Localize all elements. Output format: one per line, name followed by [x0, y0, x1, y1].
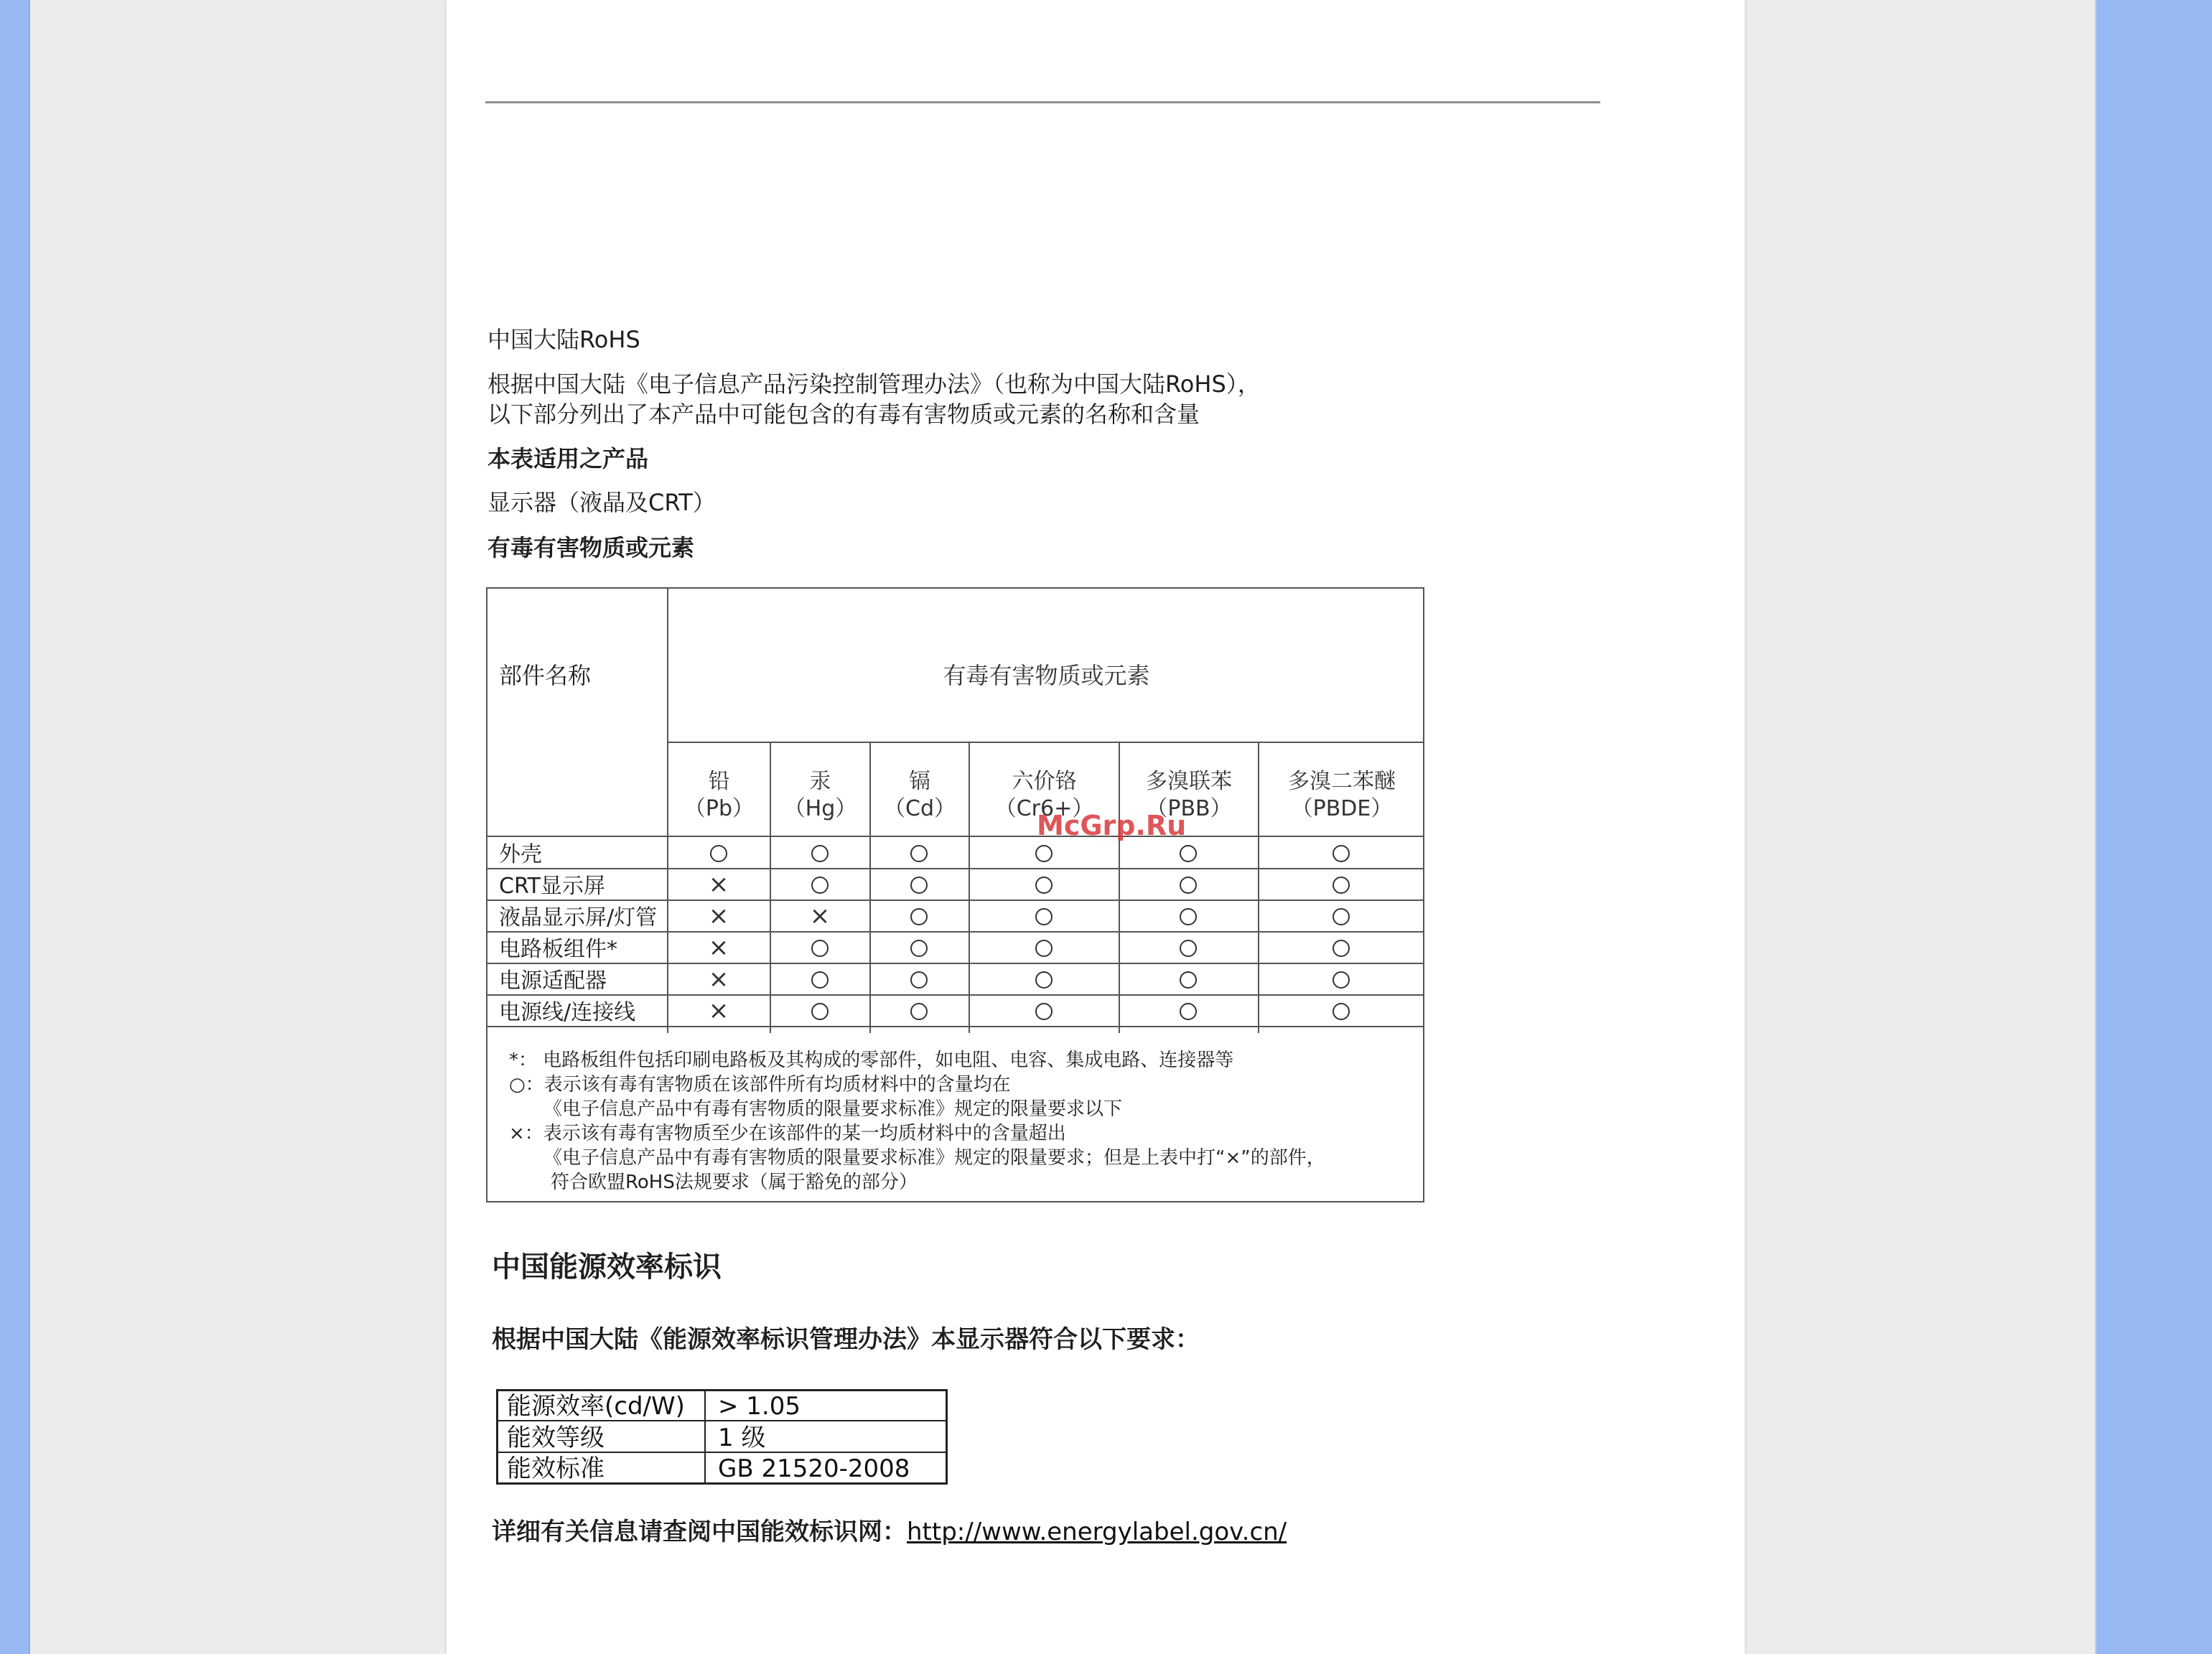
part-name-header: 部件名称 — [499, 662, 592, 689]
left-frame-strip — [0, 0, 30, 1654]
note-line: 《电子信息产品中有毒有害物质的限量要求标准》规定的限量要求；但是上表中打“×”的部件， — [543, 1147, 1325, 1169]
mark-circle — [910, 908, 928, 925]
mark-cross: × — [708, 933, 729, 962]
rohs-intro-line2: 以下部分列出了本产品中可能包含的有毒有害物质或元素的名称和含量 — [487, 401, 1200, 428]
mark-circle — [710, 845, 727, 862]
mark-circle — [1180, 940, 1197, 957]
note-line: *： 电路板组件包括印刷电路板及其构成的零部件，如电阻、电容、集成电路、连接器等 — [509, 1050, 1234, 1071]
substance-header: 有毒有害物质或元素 — [943, 662, 1150, 689]
mark-circle — [1180, 908, 1197, 925]
mark-circle — [1333, 877, 1350, 894]
energy-label: 能效标准 — [507, 1454, 605, 1483]
mark-circle — [910, 877, 928, 894]
right-frame-strip — [2095, 0, 2212, 1654]
mark-circle — [1180, 971, 1197, 989]
mark-circle — [910, 940, 928, 957]
mark-circle — [811, 971, 829, 989]
row-label: 外壳 — [499, 842, 542, 867]
row-label: 电源线/连接线 — [499, 1000, 636, 1025]
mark-circle — [811, 1003, 829, 1020]
note-line: ○：表示该有毒有害物质在该部件所有均质材料中的含量均在 — [509, 1074, 1011, 1095]
substances-heading: 有毒有害物质或元素 — [487, 534, 695, 561]
mark-cross: × — [708, 996, 729, 1025]
col-symbol: （Pb） — [683, 796, 755, 821]
rohs-table — [486, 587, 1424, 1202]
col-header-cd — [871, 768, 969, 823]
grid-line — [667, 742, 1424, 743]
energylabel-link[interactable]: http://www.energylabel.gov.cn/ — [907, 1518, 1287, 1546]
note-line: ×：表示该有毒有害物质至少在该部件的某一均质材料中的含量超出 — [509, 1123, 1066, 1144]
row-label: 液晶显示屏/灯管 — [499, 905, 658, 930]
mark-circle — [1035, 877, 1053, 894]
mark-circle — [1333, 845, 1350, 862]
col-symbol: （PBDE） — [1291, 796, 1393, 821]
mark-cross: × — [708, 965, 729, 994]
mark-cross: × — [708, 870, 729, 899]
col-header-pbde — [1259, 768, 1424, 823]
col-name: 汞 — [809, 769, 831, 794]
col-symbol: （Hg） — [783, 796, 857, 821]
watermark: McGrp.Ru — [1037, 810, 1187, 841]
rohs-title: 中国大陆RoHS — [487, 326, 640, 353]
grid-line — [487, 900, 1424, 901]
mark-circle — [1035, 845, 1053, 862]
mark-circle — [811, 877, 829, 894]
col-name: 多溴二苯醚 — [1288, 769, 1396, 794]
mark-circle — [811, 845, 829, 862]
note-line: 符合欧盟RoHS法规要求（属于豁免的部分） — [551, 1172, 918, 1193]
col-header-pb — [668, 768, 770, 823]
mark-circle — [811, 940, 829, 957]
energy-value: 1 级 — [718, 1424, 766, 1452]
mark-circle — [1035, 940, 1053, 957]
row-label: 电路板组件* — [499, 937, 617, 962]
mark-circle — [1333, 1003, 1350, 1020]
mark-circle — [1333, 908, 1350, 925]
note-line: 《电子信息产品中有毒有害物质的限量要求标准》规定的限量要求以下 — [543, 1098, 1123, 1120]
mark-circle — [910, 971, 928, 989]
grid-line — [487, 836, 1424, 837]
mark-circle — [910, 845, 928, 862]
more-info — [492, 1517, 1287, 1547]
grid-line — [487, 963, 1424, 964]
mark-circle — [1180, 845, 1197, 862]
mark-circle — [1333, 971, 1350, 989]
col-name: 铅 — [708, 769, 730, 794]
top-divider — [485, 101, 1600, 103]
rohs-intro-line1: 根据中国大陆《电子信息产品污染控制管理办法》（也称为中国大陆RoHS）， — [487, 370, 1261, 398]
row-label: 电源适配器 — [499, 968, 607, 994]
energy-intro: 根据中国大陆《能源效率标识管理办法》本显示器符合以下要求： — [492, 1325, 1200, 1354]
energy-label: 能效等级 — [507, 1424, 605, 1452]
grid-line — [704, 1391, 706, 1482]
energy-label: 能源效率(cd/W) — [507, 1392, 685, 1421]
mark-circle — [1180, 1003, 1197, 1020]
energy-title: 中国能源效率标识 — [492, 1251, 722, 1284]
mark-circle — [1035, 971, 1053, 989]
more-info-label: 详细有关信息请查阅中国能效标识网： — [492, 1518, 907, 1546]
col-header-hg — [771, 768, 869, 823]
mark-cross: × — [708, 902, 729, 930]
mark-circle — [1180, 877, 1197, 894]
mark-circle — [1035, 1003, 1053, 1020]
applicable-heading: 本表适用之产品 — [487, 445, 649, 472]
mark-circle — [910, 1003, 928, 1020]
energy-table — [496, 1389, 948, 1485]
grid-line — [487, 994, 1424, 996]
energy-value: GB 21520-2008 — [718, 1454, 910, 1483]
row-label: CRT显示屏 — [499, 874, 605, 899]
col-symbol: （Cd） — [884, 796, 956, 821]
grid-line — [487, 868, 1424, 869]
mark-cross: × — [809, 902, 831, 930]
col-symbol: （PBB） — [1146, 796, 1232, 821]
energy-value: > 1.05 — [718, 1392, 801, 1421]
mark-circle — [1333, 940, 1350, 957]
col-symbol: （Cr6+） — [994, 796, 1094, 821]
applicable-product: 显示器（液晶及CRT） — [487, 489, 716, 516]
mark-circle — [1035, 908, 1053, 925]
col-name: 多溴联苯 — [1146, 769, 1232, 794]
col-name: 六价铬 — [1012, 769, 1077, 794]
col-name: 镉 — [909, 769, 930, 794]
